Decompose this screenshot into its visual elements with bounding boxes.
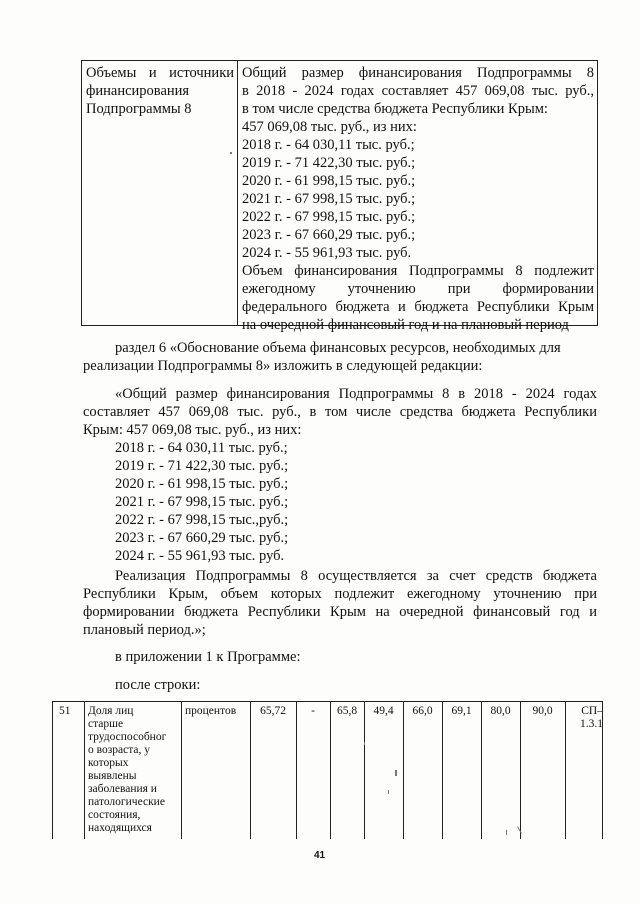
value-cell: 65,8 <box>336 705 358 717</box>
value-line: Общий размер финансирования Подпрограммы 8 <box>242 65 594 81</box>
col-divider <box>403 702 404 839</box>
value-line: 457 069,08 тыс. руб., из них: <box>242 119 417 135</box>
quote-line: составляет 457 069,08 тыс. руб., в том числе средства бюджета Республики <box>83 404 597 420</box>
value-line: 2022 г. - 67 998,15 тыс. руб.; <box>242 209 416 225</box>
passport-label-line: Объемы и источники <box>86 65 234 81</box>
realization-line: формировании бюджета Республики Крым на очередной финансовый год и <box>83 604 597 620</box>
indicator-line: заболевания и <box>88 783 157 795</box>
quote-line: Крым: 457 069,08 тыс. руб., из них: <box>83 422 302 438</box>
code-cell <box>571 705 603 731</box>
section6-line: раздел 6 «Обоснование объема финансовых ресурсов, необходимых для <box>115 340 561 356</box>
indicator-line: которых <box>88 757 129 769</box>
col-divider <box>364 702 365 839</box>
scan-speck <box>364 742 365 745</box>
section6-line: реализации Подпрограммы 8» изложить в следующей редакции: <box>83 358 483 374</box>
scan-speck <box>388 790 389 794</box>
col-divider <box>330 702 331 839</box>
quote-line: 2023 г. - 67 660,29 тыс. руб.; <box>115 530 289 546</box>
passport-label-line: финансирования <box>86 83 190 99</box>
value-line: 2024 г. - 55 961,93 тыс. руб. <box>242 245 412 261</box>
col-divider <box>181 702 182 839</box>
value-cell: - <box>311 705 315 717</box>
value-line: 2020 г. - 61 998,15 тыс. руб.; <box>242 173 416 189</box>
quote-line: 2020 г. - 61 998,15 тыс. руб.; <box>115 476 289 492</box>
indicator-name <box>88 705 180 835</box>
indicator-line: старше <box>88 718 124 730</box>
table-divider <box>237 61 238 325</box>
indicator-line: трудоспособног <box>88 731 167 743</box>
appendix-line: в приложении 1 к Программе: <box>115 649 301 665</box>
col-divider <box>250 702 251 839</box>
indicator-line: находящихся <box>88 822 152 834</box>
value-line: 2021 г. - 67 998,15 тыс. руб.; <box>242 191 416 207</box>
after-row-line: после строки: <box>115 677 201 693</box>
quote-line: 2024 г. - 55 961,93 тыс. руб. <box>115 548 285 564</box>
quote-line: 2021 г. - 67 998,15 тыс. руб.; <box>115 494 289 510</box>
passport-label-line: Подпрограммы 8 <box>86 101 192 117</box>
value-cell: 66,0 <box>412 705 433 717</box>
indicator-table <box>52 701 603 839</box>
realization-line: Реализация Подпрограммы 8 осуществляется за счет средств бюджета <box>115 568 597 584</box>
value-line: 2018 г. - 64 030,11 тыс. руб.; <box>242 137 415 153</box>
passport-table <box>81 60 598 333</box>
value-line: 2023 г. - 67 660,29 тыс. руб.; <box>242 227 416 243</box>
indicator-line: выявлены <box>88 770 137 782</box>
note-line: Объем финансирования Подпрограммы 8 подлежит <box>242 263 594 279</box>
quote-line: 2022 г. - 67 998,15 тыс.,руб.; <box>115 512 289 528</box>
col-divider <box>520 702 521 839</box>
indicator-line: о возраста, у <box>88 744 150 756</box>
scan-speck <box>230 152 232 154</box>
row-number: 51 <box>59 705 71 717</box>
indicator-line: состояния, <box>88 809 141 821</box>
value-cell: 69,1 <box>451 705 472 717</box>
quote-line: 2018 г. - 64 030,11 тыс. руб.; <box>115 440 288 456</box>
code-line: СП– <box>581 705 603 717</box>
passport-label-cell <box>86 64 234 118</box>
col-divider <box>296 702 297 839</box>
scan-speck <box>395 770 397 776</box>
realization-paragraph <box>83 567 597 639</box>
quote-line: 2019 г. - 71 422,30 тыс. руб.; <box>115 458 289 474</box>
value-line: в том числе средства бюджета Республики Крым: <box>242 101 548 117</box>
indicator-line: Доля лиц <box>88 705 134 717</box>
realization-line: плановый период.»; <box>83 622 206 638</box>
scan-speck <box>506 830 507 835</box>
value-line: 2019 г. - 71 422,30 тыс. руб.; <box>242 155 416 171</box>
note-line: на очередной финансовый год и на плановый период <box>242 317 569 333</box>
value-cell: 49,4 <box>373 705 394 717</box>
quote-paragraph <box>83 385 597 565</box>
value-cell: 90,0 <box>532 705 553 717</box>
passport-value-cell <box>242 64 594 334</box>
section6-paragraph <box>83 339 597 375</box>
unit-cell: процентов <box>185 705 237 717</box>
value-cell: 80,0 <box>490 705 511 717</box>
col-divider <box>442 702 443 839</box>
value-line: в 2018 - 2024 годах составляет 457 069,08 тыс. руб., <box>242 83 594 99</box>
col-divider <box>481 702 482 839</box>
page-number: 41 <box>313 850 326 861</box>
col-divider <box>565 702 566 839</box>
realization-line: Республики Крым, объем которых подлежит ежегодному уточнению при <box>83 586 597 602</box>
value-cell: 65,72 <box>260 705 286 717</box>
code-line: 1.3.1 <box>580 718 603 730</box>
col-divider <box>84 702 85 839</box>
note-line: ежегодному уточнению при формировании <box>242 281 594 297</box>
note-line: федерального бюджета и бюджета Республики Крым <box>242 299 594 315</box>
indicator-line: патологические <box>88 796 165 808</box>
quote-line: «Общий размер финансирования Подпрограммы 8 в 2018 - 2024 годах <box>115 386 597 402</box>
